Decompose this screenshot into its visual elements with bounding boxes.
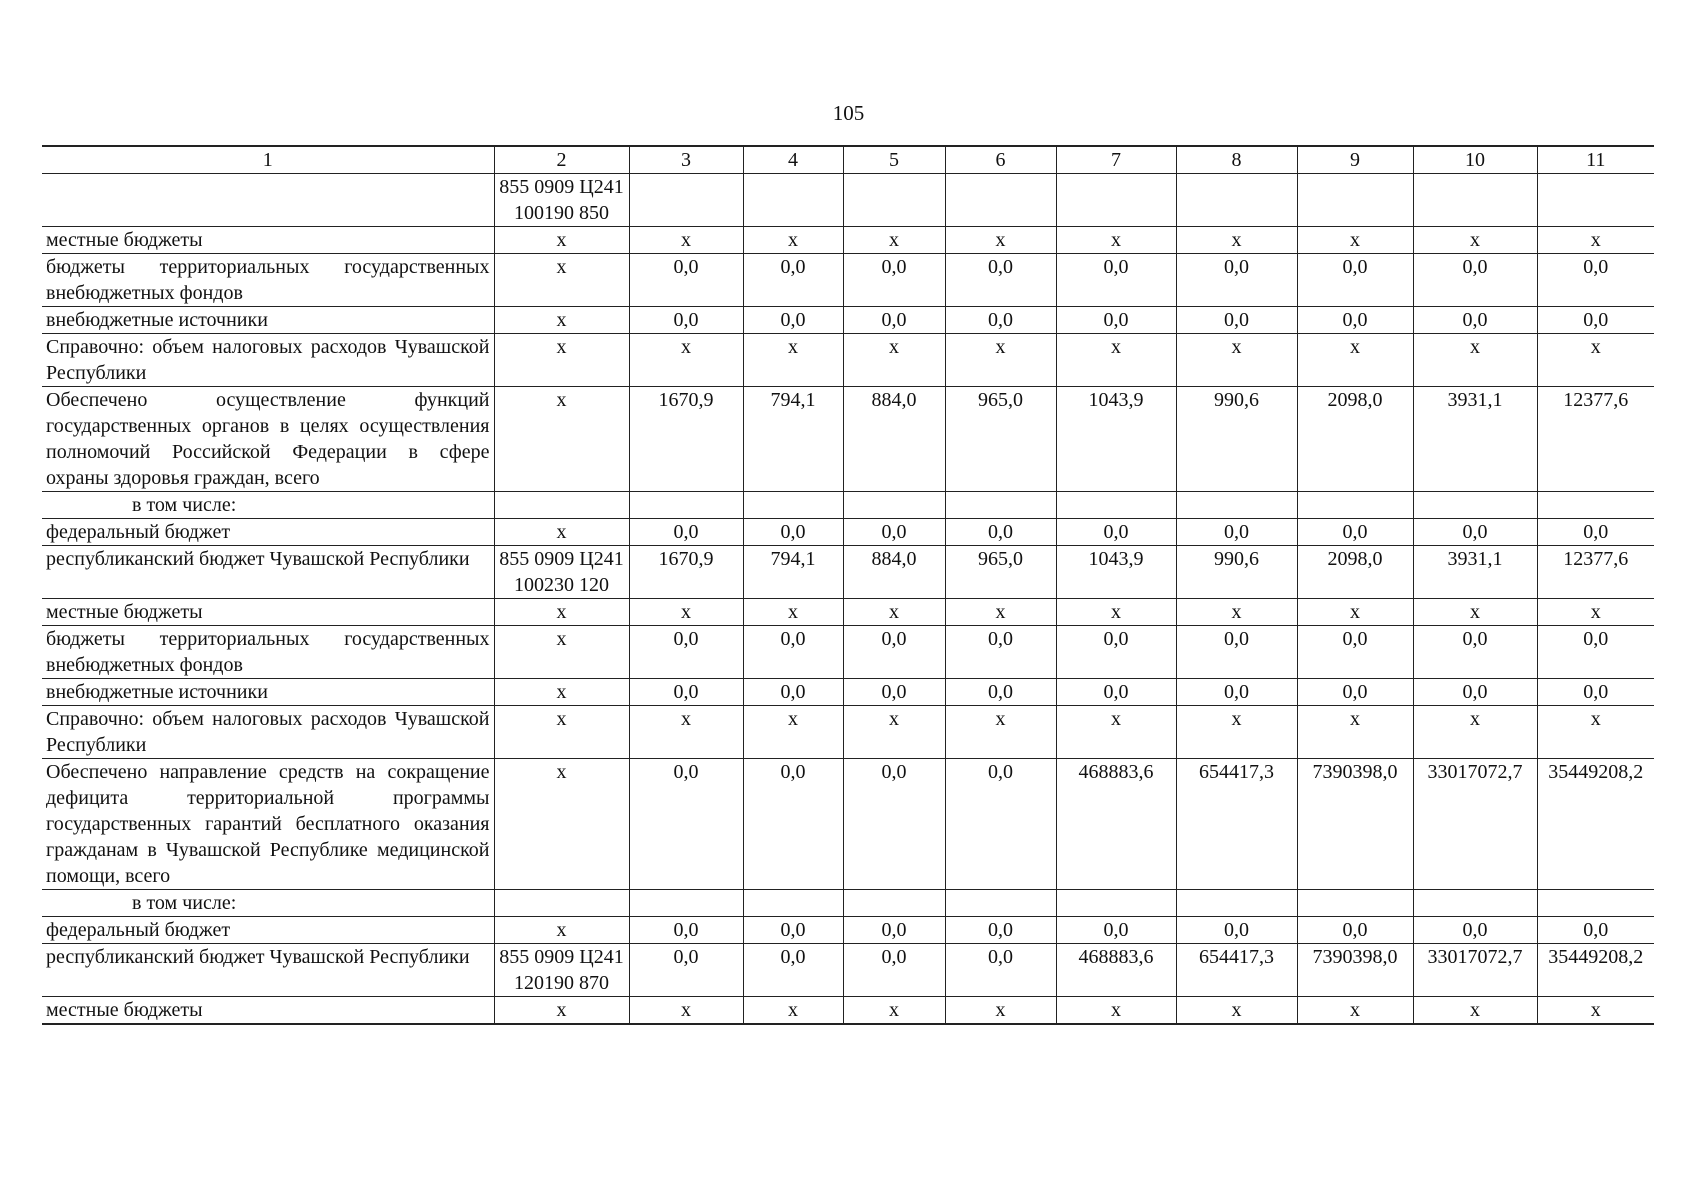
value-cell: х: [945, 334, 1056, 387]
row-label: Обеспечено направление средств на сокращение дефицита территориальной программы государственных гарантий бесплатного оказания гражданам в Чувашской Республике медицинской помощи, всего: [42, 759, 494, 890]
value-cell: х: [945, 997, 1056, 1025]
value-cell: 3931,1: [1413, 387, 1537, 492]
value-cell: х: [743, 706, 843, 759]
value-cell: 0,0: [1056, 519, 1176, 546]
value-cell: [1056, 174, 1176, 227]
value-cell: 35449208,2: [1537, 944, 1654, 997]
value-cell: [629, 492, 743, 519]
budget-code-cell: х: [494, 917, 629, 944]
value-cell: 0,0: [843, 679, 945, 706]
value-cell: 0,0: [1537, 626, 1654, 679]
table-row: [42, 890, 1654, 917]
value-cell: 0,0: [1297, 519, 1413, 546]
value-cell: х: [1176, 997, 1297, 1025]
table-row: [42, 492, 1654, 519]
value-cell: 0,0: [629, 944, 743, 997]
value-cell: 0,0: [1537, 519, 1654, 546]
row-label: в том числе:: [42, 890, 494, 917]
value-cell: 12377,6: [1537, 387, 1654, 492]
value-cell: х: [945, 227, 1056, 254]
value-cell: х: [629, 227, 743, 254]
value-cell: [1537, 890, 1654, 917]
table-row: [42, 334, 1654, 387]
budget-code-cell: 855 0909 Ц241120190 870: [494, 944, 629, 997]
budget-code-cell: х: [494, 307, 629, 334]
value-cell: х: [1537, 997, 1654, 1025]
row-label: бюджеты территориальных государственных внебюджетных фондов: [42, 254, 494, 307]
budget-code-cell: [494, 890, 629, 917]
value-cell: [1413, 174, 1537, 227]
value-cell: 0,0: [629, 679, 743, 706]
value-cell: х: [1056, 706, 1176, 759]
value-cell: 0,0: [1176, 917, 1297, 944]
value-cell: 794,1: [743, 546, 843, 599]
value-cell: 33017072,7: [1413, 759, 1537, 890]
table-row: [42, 307, 1654, 334]
value-cell: х: [1413, 997, 1537, 1025]
column-number-header: 10: [1413, 146, 1537, 174]
value-cell: 965,0: [945, 546, 1056, 599]
value-cell: 794,1: [743, 387, 843, 492]
value-cell: 0,0: [945, 679, 1056, 706]
value-cell: х: [1537, 706, 1654, 759]
row-label: внебюджетные источники: [42, 679, 494, 706]
budget-code-cell: х: [494, 997, 629, 1025]
value-cell: х: [1413, 227, 1537, 254]
column-number-header: 7: [1056, 146, 1176, 174]
budget-code-cell: х: [494, 679, 629, 706]
row-label: местные бюджеты: [42, 227, 494, 254]
table-row: [42, 759, 1654, 890]
budget-code-cell: 855 0909 Ц241100230 120: [494, 546, 629, 599]
value-cell: [945, 492, 1056, 519]
value-cell: х: [843, 599, 945, 626]
budget-code-cell: х: [494, 387, 629, 492]
value-cell: 3931,1: [1413, 546, 1537, 599]
value-cell: х: [743, 997, 843, 1025]
table-row: [42, 997, 1654, 1025]
value-cell: 7390398,0: [1297, 759, 1413, 890]
value-cell: [1413, 492, 1537, 519]
column-number-header: 9: [1297, 146, 1413, 174]
row-label: Справочно: объем налоговых расходов Чувашской Республики: [42, 334, 494, 387]
value-cell: 0,0: [743, 944, 843, 997]
value-cell: х: [1056, 997, 1176, 1025]
value-cell: 468883,6: [1056, 759, 1176, 890]
value-cell: х: [843, 334, 945, 387]
table-row: [42, 546, 1654, 599]
value-cell: 7390398,0: [1297, 944, 1413, 997]
value-cell: 0,0: [945, 944, 1056, 997]
value-cell: 990,6: [1176, 546, 1297, 599]
value-cell: 0,0: [1176, 626, 1297, 679]
value-cell: х: [1176, 599, 1297, 626]
value-cell: [1056, 492, 1176, 519]
table-row: [42, 944, 1654, 997]
value-cell: х: [743, 334, 843, 387]
value-cell: [1176, 890, 1297, 917]
row-label: республиканский бюджет Чувашской Республики: [42, 944, 494, 997]
value-cell: [743, 492, 843, 519]
budget-code-cell: [494, 492, 629, 519]
value-cell: 0,0: [843, 759, 945, 890]
value-cell: 0,0: [1413, 519, 1537, 546]
value-cell: х: [1056, 227, 1176, 254]
value-cell: 884,0: [843, 387, 945, 492]
value-cell: 0,0: [1176, 254, 1297, 307]
table-row: [42, 387, 1654, 492]
row-label: федеральный бюджет: [42, 519, 494, 546]
budget-code-cell: х: [494, 599, 629, 626]
value-cell: 654417,3: [1176, 759, 1297, 890]
value-cell: 0,0: [1056, 917, 1176, 944]
value-cell: [1056, 890, 1176, 917]
value-cell: 468883,6: [1056, 944, 1176, 997]
value-cell: 0,0: [743, 519, 843, 546]
value-cell: х: [1056, 334, 1176, 387]
value-cell: 654417,3: [1176, 944, 1297, 997]
value-cell: 0,0: [945, 307, 1056, 334]
row-label: [42, 174, 494, 227]
value-cell: 0,0: [743, 679, 843, 706]
value-cell: х: [1537, 599, 1654, 626]
value-cell: 0,0: [1297, 307, 1413, 334]
value-cell: [843, 174, 945, 227]
value-cell: х: [629, 706, 743, 759]
value-cell: 0,0: [1056, 307, 1176, 334]
value-cell: х: [1297, 706, 1413, 759]
table-row: [42, 706, 1654, 759]
value-cell: 0,0: [1537, 679, 1654, 706]
row-label: внебюджетные источники: [42, 307, 494, 334]
column-number-header: 2: [494, 146, 629, 174]
value-cell: 0,0: [1297, 626, 1413, 679]
value-cell: 35449208,2: [1537, 759, 1654, 890]
value-cell: х: [629, 334, 743, 387]
value-cell: [843, 890, 945, 917]
value-cell: [743, 890, 843, 917]
value-cell: 0,0: [1056, 679, 1176, 706]
value-cell: 0,0: [1413, 626, 1537, 679]
row-label: местные бюджеты: [42, 997, 494, 1025]
value-cell: х: [945, 599, 1056, 626]
value-cell: х: [843, 227, 945, 254]
value-cell: 0,0: [1413, 254, 1537, 307]
value-cell: 1043,9: [1056, 387, 1176, 492]
column-number-header: 8: [1176, 146, 1297, 174]
row-label: местные бюджеты: [42, 599, 494, 626]
value-cell: х: [1413, 706, 1537, 759]
value-cell: 0,0: [1537, 307, 1654, 334]
value-cell: 0,0: [743, 917, 843, 944]
value-cell: [945, 890, 1056, 917]
value-cell: х: [1176, 334, 1297, 387]
value-cell: х: [1537, 227, 1654, 254]
value-cell: 0,0: [629, 254, 743, 307]
value-cell: [843, 492, 945, 519]
row-label: Справочно: объем налоговых расходов Чувашской Республики: [42, 706, 494, 759]
value-cell: 0,0: [1413, 679, 1537, 706]
budget-code-cell: х: [494, 706, 629, 759]
table-row: [42, 254, 1654, 307]
budget-code-cell: х: [494, 626, 629, 679]
budget-code-cell: х: [494, 759, 629, 890]
value-cell: х: [1413, 334, 1537, 387]
value-cell: 0,0: [843, 307, 945, 334]
value-cell: 0,0: [1176, 679, 1297, 706]
value-cell: 0,0: [1297, 679, 1413, 706]
value-cell: х: [1297, 599, 1413, 626]
table-header-row: [42, 146, 1654, 174]
table-row: [42, 917, 1654, 944]
value-cell: [629, 890, 743, 917]
table-row: [42, 174, 1654, 227]
row-label: республиканский бюджет Чувашской Республики: [42, 546, 494, 599]
budget-code-cell: 855 0909 Ц241100190 850: [494, 174, 629, 227]
value-cell: 0,0: [843, 254, 945, 307]
value-cell: 0,0: [945, 519, 1056, 546]
value-cell: [629, 174, 743, 227]
value-cell: 0,0: [629, 307, 743, 334]
value-cell: х: [743, 599, 843, 626]
value-cell: х: [945, 706, 1056, 759]
budget-code-cell: х: [494, 519, 629, 546]
value-cell: [1537, 492, 1654, 519]
value-cell: х: [1176, 227, 1297, 254]
value-cell: 0,0: [1413, 307, 1537, 334]
value-cell: х: [629, 997, 743, 1025]
row-label: федеральный бюджет: [42, 917, 494, 944]
value-cell: [1176, 174, 1297, 227]
value-cell: 0,0: [945, 626, 1056, 679]
value-cell: [1297, 174, 1413, 227]
value-cell: 0,0: [629, 626, 743, 679]
row-label: бюджеты территориальных государственных внебюджетных фондов: [42, 626, 494, 679]
budget-code-cell: х: [494, 227, 629, 254]
value-cell: 0,0: [945, 917, 1056, 944]
value-cell: х: [1413, 599, 1537, 626]
table-row: [42, 679, 1654, 706]
value-cell: 2098,0: [1297, 387, 1413, 492]
value-cell: 0,0: [1537, 254, 1654, 307]
value-cell: 1043,9: [1056, 546, 1176, 599]
value-cell: 0,0: [629, 519, 743, 546]
value-cell: х: [1056, 599, 1176, 626]
column-number-header: 6: [945, 146, 1056, 174]
value-cell: [1413, 890, 1537, 917]
value-cell: 0,0: [843, 519, 945, 546]
value-cell: 0,0: [1537, 917, 1654, 944]
value-cell: 0,0: [843, 917, 945, 944]
value-cell: х: [743, 227, 843, 254]
page-number: 105: [832, 101, 865, 125]
column-number-header: 4: [743, 146, 843, 174]
value-cell: х: [1297, 334, 1413, 387]
value-cell: 0,0: [1297, 917, 1413, 944]
value-cell: 33017072,7: [1413, 944, 1537, 997]
table-row: [42, 227, 1654, 254]
value-cell: 884,0: [843, 546, 945, 599]
row-label: в том числе:: [42, 492, 494, 519]
value-cell: 0,0: [743, 307, 843, 334]
value-cell: [1537, 174, 1654, 227]
value-cell: х: [1176, 706, 1297, 759]
value-cell: 0,0: [1056, 254, 1176, 307]
value-cell: 0,0: [743, 254, 843, 307]
value-cell: 0,0: [1297, 254, 1413, 307]
value-cell: 12377,6: [1537, 546, 1654, 599]
value-cell: х: [843, 706, 945, 759]
value-cell: 0,0: [1176, 307, 1297, 334]
value-cell: х: [1537, 334, 1654, 387]
column-number-header: 5: [843, 146, 945, 174]
value-cell: 0,0: [1056, 626, 1176, 679]
value-cell: [743, 174, 843, 227]
table-row: [42, 599, 1654, 626]
row-label: Обеспечено осуществление функций государственных органов в целях осуществления полномочий Российской Федерации в сфере охраны здоровья граждан, всего: [42, 387, 494, 492]
value-cell: [1297, 890, 1413, 917]
value-cell: 0,0: [945, 254, 1056, 307]
value-cell: 0,0: [629, 759, 743, 890]
table-row: [42, 626, 1654, 679]
value-cell: [1176, 492, 1297, 519]
value-cell: 2098,0: [1297, 546, 1413, 599]
value-cell: [945, 174, 1056, 227]
value-cell: х: [1297, 997, 1413, 1025]
value-cell: 1670,9: [629, 387, 743, 492]
column-number-header: 3: [629, 146, 743, 174]
budget-code-cell: х: [494, 334, 629, 387]
value-cell: 0,0: [743, 626, 843, 679]
value-cell: 965,0: [945, 387, 1056, 492]
value-cell: 0,0: [743, 759, 843, 890]
value-cell: [1297, 492, 1413, 519]
column-number-header: 1: [42, 146, 494, 174]
value-cell: 0,0: [629, 917, 743, 944]
value-cell: 1670,9: [629, 546, 743, 599]
table-row: [42, 519, 1654, 546]
value-cell: 0,0: [1413, 917, 1537, 944]
column-number-header: 11: [1537, 146, 1654, 174]
value-cell: 0,0: [1176, 519, 1297, 546]
budget-table: [42, 145, 1654, 1025]
value-cell: 0,0: [843, 626, 945, 679]
value-cell: 0,0: [843, 944, 945, 997]
value-cell: х: [629, 599, 743, 626]
budget-code-cell: х: [494, 254, 629, 307]
value-cell: 990,6: [1176, 387, 1297, 492]
value-cell: 0,0: [945, 759, 1056, 890]
value-cell: х: [1297, 227, 1413, 254]
value-cell: х: [843, 997, 945, 1025]
